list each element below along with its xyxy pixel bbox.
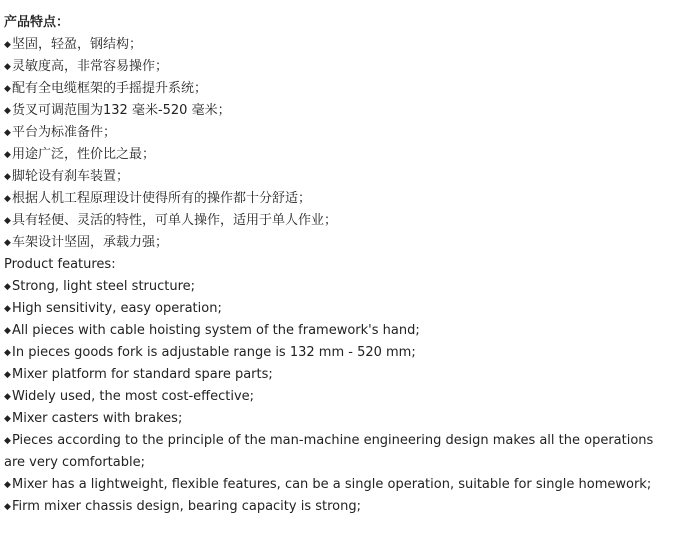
en-feature-item [4,496,680,518]
en-feature-item [4,276,680,298]
en-feature-text: Mixer casters with brakes; [12,411,183,426]
en-feature-item [4,386,680,408]
cn-feature-item [4,188,680,210]
en-feature-item [4,430,676,474]
cn-feature-text: 根据人机工程原理设计使得所有的操作都十分舒适； [12,191,312,206]
cn-feature-item [4,122,680,144]
bullet-icon: ◆ [4,304,11,314]
en-feature-item [4,298,680,320]
bullet-icon: ◆ [4,216,11,226]
bullet-icon: ◆ [4,392,11,402]
en-feature-text: Mixer platform for standard spare parts; [12,367,273,382]
product-description [4,12,680,518]
cn-feature-item [4,232,680,254]
bullet-icon: ◆ [4,172,11,182]
en-feature-item [4,320,680,342]
en-feature-text: Pieces according to the principle of the man-machine engineering design makes all the operations are very comfortable; [4,433,654,470]
cn-feature-text: 车架设计坚固，承载力强； [12,235,169,250]
bullet-icon: ◆ [4,84,11,94]
cn-feature-item [4,166,680,188]
cn-feature-item [4,56,680,78]
cn-feature-item [4,34,680,56]
bullet-icon: ◆ [4,282,11,292]
cn-feature-item [4,78,680,100]
cn-feature-item [4,210,680,232]
bullet-icon: ◆ [4,62,11,72]
en-feature-text: Strong, light steel structure; [12,279,196,294]
bullet-icon: ◆ [4,238,11,248]
en-feature-text: Mixer has a lightweight, flexible features, can be a single operation, suitable for single homework; [12,477,652,492]
cn-feature-text: 脚轮设有刹车装置； [12,169,130,184]
cn-feature-item [4,144,680,166]
bullet-icon: ◆ [4,40,11,50]
en-feature-item [4,408,680,430]
en-feature-item [4,474,680,496]
en-feature-text: Firm mixer chassis design, bearing capacity is strong; [12,499,361,514]
bullet-icon: ◆ [4,414,11,424]
en-feature-text: In pieces goods fork is adjustable range is 132 mm - 520 mm; [12,345,416,360]
bullet-icon: ◆ [4,194,11,204]
cn-section-title: 产品特点： [4,15,70,30]
en-feature-text: All pieces with cable hoisting system of the framework's hand; [12,323,420,338]
bullet-icon: ◆ [4,480,11,490]
en-feature-text: Widely used, the most cost-effective; [12,389,255,404]
cn-feature-text: 具有轻便、灵活的特性，可单人操作，适用于单人作业； [12,213,338,228]
bullet-icon: ◆ [4,128,11,138]
en-feature-item [4,342,680,364]
cn-feature-item [4,100,680,122]
cn-feature-text: 灵敏度高，非常容易操作； [12,59,169,74]
en-section-title: Product features: [4,257,116,272]
bullet-icon: ◆ [4,348,11,358]
cn-feature-text: 配有全电缆框架的手摇提升系统； [12,81,208,96]
cn-feature-text: 平台为标准备件； [12,125,117,140]
bullet-icon: ◆ [4,502,11,512]
en-feature-item [4,364,680,386]
bullet-icon: ◆ [4,326,11,336]
bullet-icon: ◆ [4,370,11,380]
en-feature-text: High sensitivity, easy operation; [12,301,222,316]
bullet-icon: ◆ [4,436,11,446]
bullet-icon: ◆ [4,106,11,116]
cn-feature-text: 坚固，轻盈，钢结构； [12,37,143,52]
cn-feature-text: 货叉可调范围为132 毫米-520 毫米； [12,103,231,118]
bullet-icon: ◆ [4,150,11,160]
cn-feature-text: 用途广泛，性价比之最； [12,147,156,162]
